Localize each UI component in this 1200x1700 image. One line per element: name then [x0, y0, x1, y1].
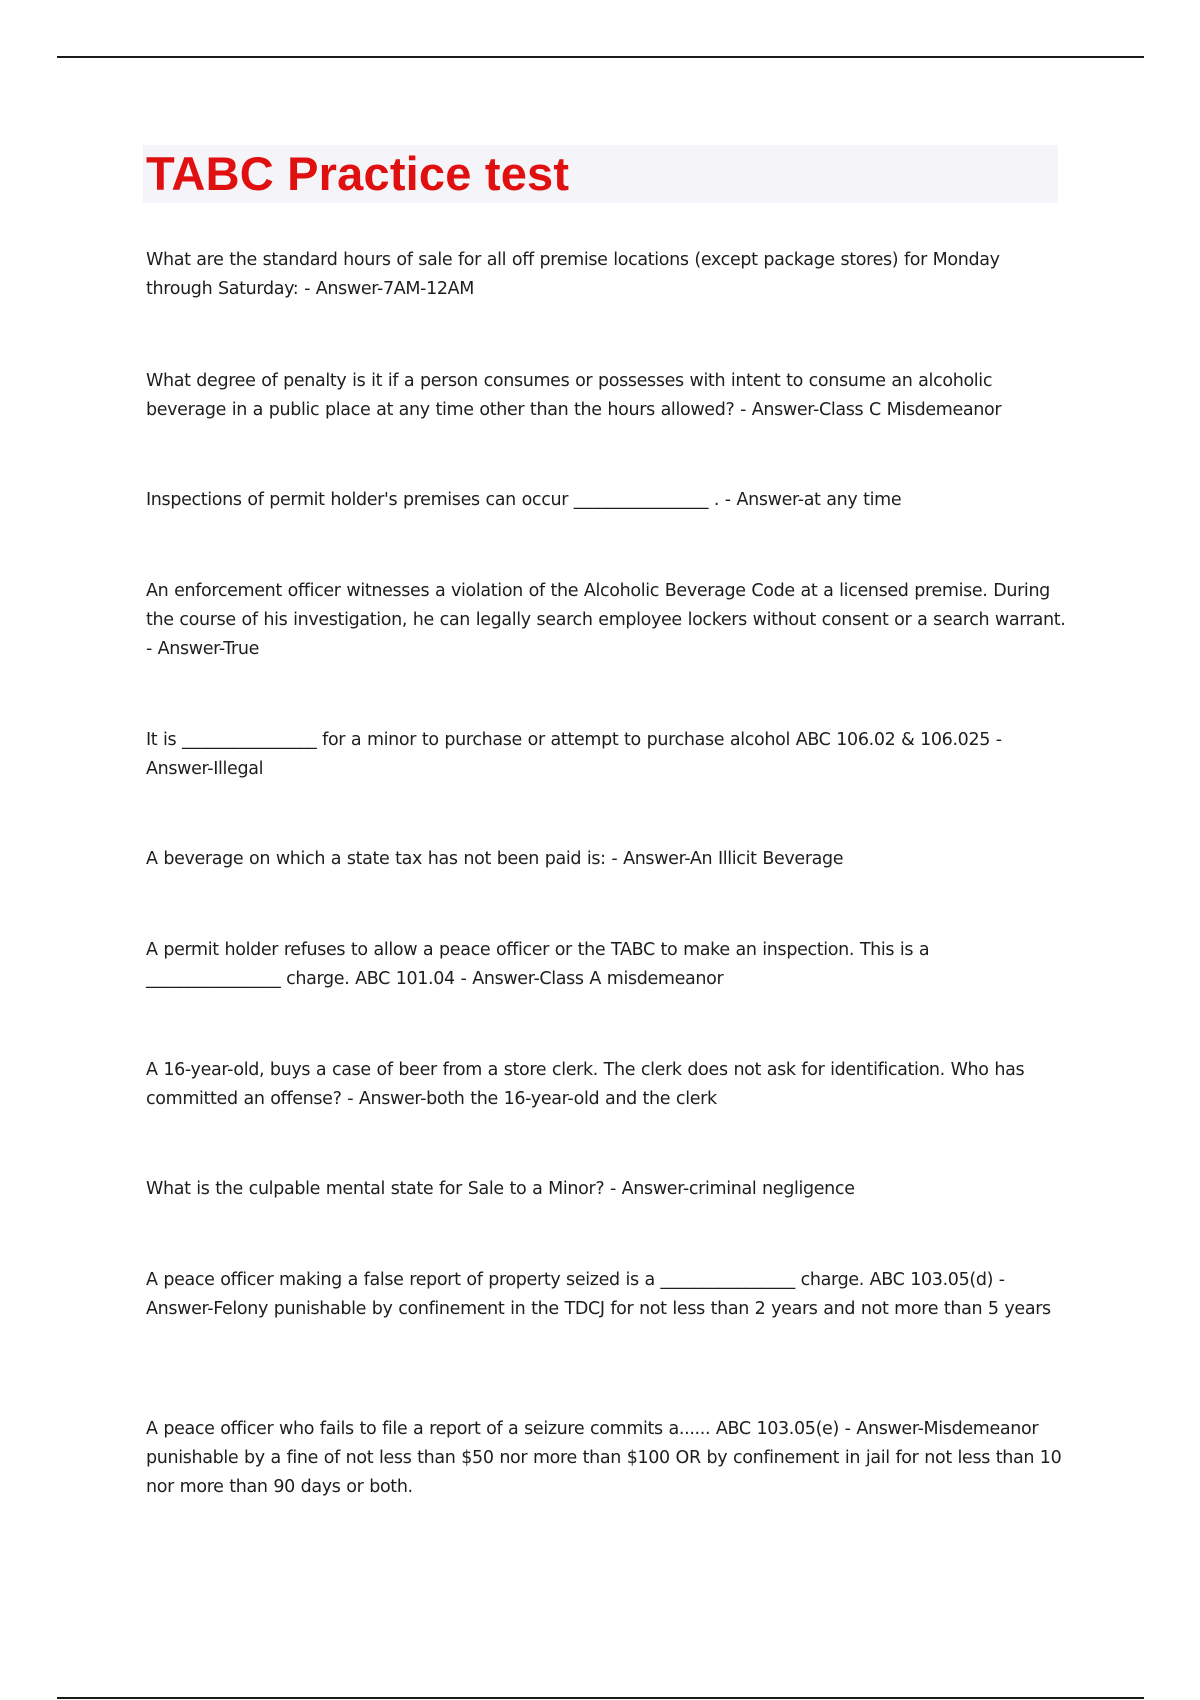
- qa-item-11: A peace officer who fails to file a report of a seizure commits a...... ABC 103.05(e) - Answer-Misdemeanor punishable by a fine of not less than $50 nor more than $100 OR by confinement in jail for not less than 10 nor more than 90 days or both.: [146, 1419, 1062, 1497]
- qa-item-1: What are the standard hours of sale for all off premise locations (except package stores) for Monday through Saturday: - Answer-7AM-12AM: [146, 250, 1000, 299]
- qa-item-3: Inspections of permit holder's premises can occur ________________ . - Answer-at any time: [146, 490, 902, 510]
- document-title: TABC Practice test: [146, 147, 570, 200]
- qa-item-4: An enforcement officer witnesses a violation of the Alcoholic Beverage Code at a licensed premise. During the course of his investigation, he can legally search employee lockers without consent or a search warrant. - Answer-True: [146, 581, 1066, 659]
- qa-item-6: A beverage on which a state tax has not been paid is: - Answer-An Illicit Beverage: [146, 849, 844, 869]
- qa-item-9: What is the culpable mental state for Sale to a Minor? - Answer-criminal negligence: [146, 1179, 855, 1199]
- qa-item-2: What degree of penalty is it if a person consumes or possesses with intent to consume an alcoholic beverage in a public place at any time other than the hours allowed? - Answer-Class C Misdemeanor: [146, 371, 1002, 420]
- top-page-rule: [57, 56, 1144, 58]
- bottom-page-rule: [57, 1697, 1144, 1699]
- qa-item-8: A 16-year-old, buys a case of beer from a store clerk. The clerk does not ask for identification. Who has committed an offense? - Answer-both the 16-year-old and the clerk: [146, 1060, 1025, 1109]
- qa-item-5: It is ________________ for a minor to purchase or attempt to purchase alcohol ABC 106.02 & 106.025 - Answer-Illegal: [146, 730, 1002, 779]
- qa-item-10: A peace officer making a false report of property seized is a ________________ charge. ABC 103.05(d) - Answer-Felony punishable by confinement in the TDCJ for not less than 2 years and not more than 5 years: [146, 1270, 1051, 1319]
- qa-item-7: A permit holder refuses to allow a peace officer or the TABC to make an inspection. This is a ________________ charge. ABC 101.04 - Answer-Class A misdemeanor: [146, 940, 930, 989]
